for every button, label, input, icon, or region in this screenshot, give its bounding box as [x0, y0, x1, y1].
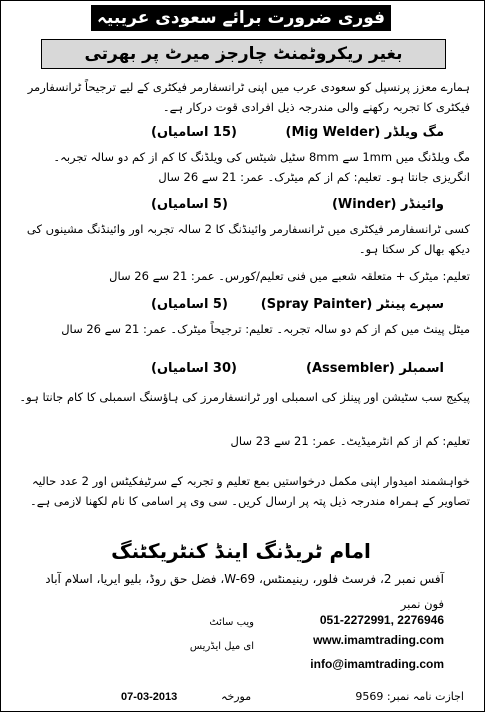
urgent-banner: فوری ضرورت برائے سعودی عریبیہ	[91, 5, 391, 31]
recruitment-subtitle: بغیر ریکروٹمنٹ چارجز میرٹ پر بھرتی	[41, 39, 446, 69]
job-desc-mig-welder: مگ ویلڈنگ میں 1mm سے 8mm سٹیل شیٹس کی ویلڈنگ کا کم از کم دو سالہ تجربہ۔ انگریزی جانتا ہو۔ تعلیم: کم از کم میٹرک۔ عمر: 21 سے 26 سال	[53, 150, 470, 184]
job-desc-spray-painter: میٹل پینٹ میں کم از کم دو سالہ تجربہ۔ تعلیم: ترجیحاً میٹرک۔ عمر: 21 سے 26 سال	[61, 322, 470, 336]
email-label: ای میل ایڈریس	[189, 641, 254, 652]
website-link[interactable]: www.imamtrading.com	[313, 633, 444, 647]
job-desc-assembler: پیکیج سب سٹیشن اور پینلز کی اسمبلی اور ٹرانسفارمرز کی ہاؤسنگ اسمبلی کا کام جانتا ہو۔	[19, 390, 470, 404]
email-link[interactable]: info@imamtrading.com	[310, 657, 444, 671]
job-title-assembler: اسمبلر (Assembler)	[306, 361, 444, 376]
phone-label: فون نمبر	[400, 597, 444, 611]
company-name: امام ٹریڈنگ اینڈ کنٹریکٹنگ	[111, 539, 371, 563]
date-value: 07-03-2013	[121, 691, 178, 703]
job-count-spray-painter: (5 اسامیاں)	[151, 297, 228, 312]
date-label: مورخہ	[221, 690, 252, 703]
job-title-spray-painter: سپرے پینٹر (Spray Painter)	[260, 297, 444, 312]
phone-numbers: 051-2272991, 2276946	[319, 613, 444, 627]
job-edu-winder: تعلیم: میٹرک + متعلقہ شعبے میں فنی تعلیم/کورس۔ عمر: 21 سے 26 سال	[109, 269, 470, 283]
job-title-winder: وائینڈر (Winder)	[331, 197, 444, 212]
license-number: اجازت نامہ نمبر: 9569	[355, 690, 464, 703]
job-count-winder: (5 اسامیاں)	[151, 197, 228, 212]
website-label: ویب سائٹ	[209, 617, 254, 628]
application-instructions: خواہشمند امیدوار اپنی مکمل درخواستیں بمع تعلیم و تجربہ کے سرٹیفکیٹس اور 2 عدد حالیہ تصاویر کے ہمراہ مندرجہ ذیل پتہ پر ارسال کریں۔ سی وی پر اسامی کا نام لکھنا لازمی ہے۔	[29, 474, 470, 508]
intro-text: ہمارے معزز پرنسپل کو سعودی عرب میں اپنی ٹرانسفارمر فیکٹری کے لیے ترجیحاً ٹرانسفارمر فیکٹری کا تجربہ رکھنے والی مندرجہ ذیل افرادی قوت درکار ہے۔	[27, 80, 470, 114]
job-count-assembler: (30 اسامیاں)	[151, 361, 237, 376]
job-count-mig-welder: (15 اسامیاں)	[151, 125, 237, 140]
company-address: آفس نمبر 2، فرسٹ فلور، رینیمنٹس، W-69، فضل حق روڈ، بلیو ایریا، اسلام آباد	[45, 572, 444, 586]
job-title-mig-welder: مگ ویلڈر (Mig Welder)	[285, 125, 444, 140]
job-edu-assembler: تعلیم: کم از کم انٹرمیڈیٹ۔ عمر: 21 سے 23 سال	[230, 434, 470, 448]
job-desc-winder: کسی ٹرانسفارمر فیکٹری میں ٹرانسفارمر وائینڈنگ کا 2 سالہ تجربہ اور وائینڈنگ مشینوں کی دیکھ بھال کر سکتا ہو۔	[26, 222, 470, 256]
